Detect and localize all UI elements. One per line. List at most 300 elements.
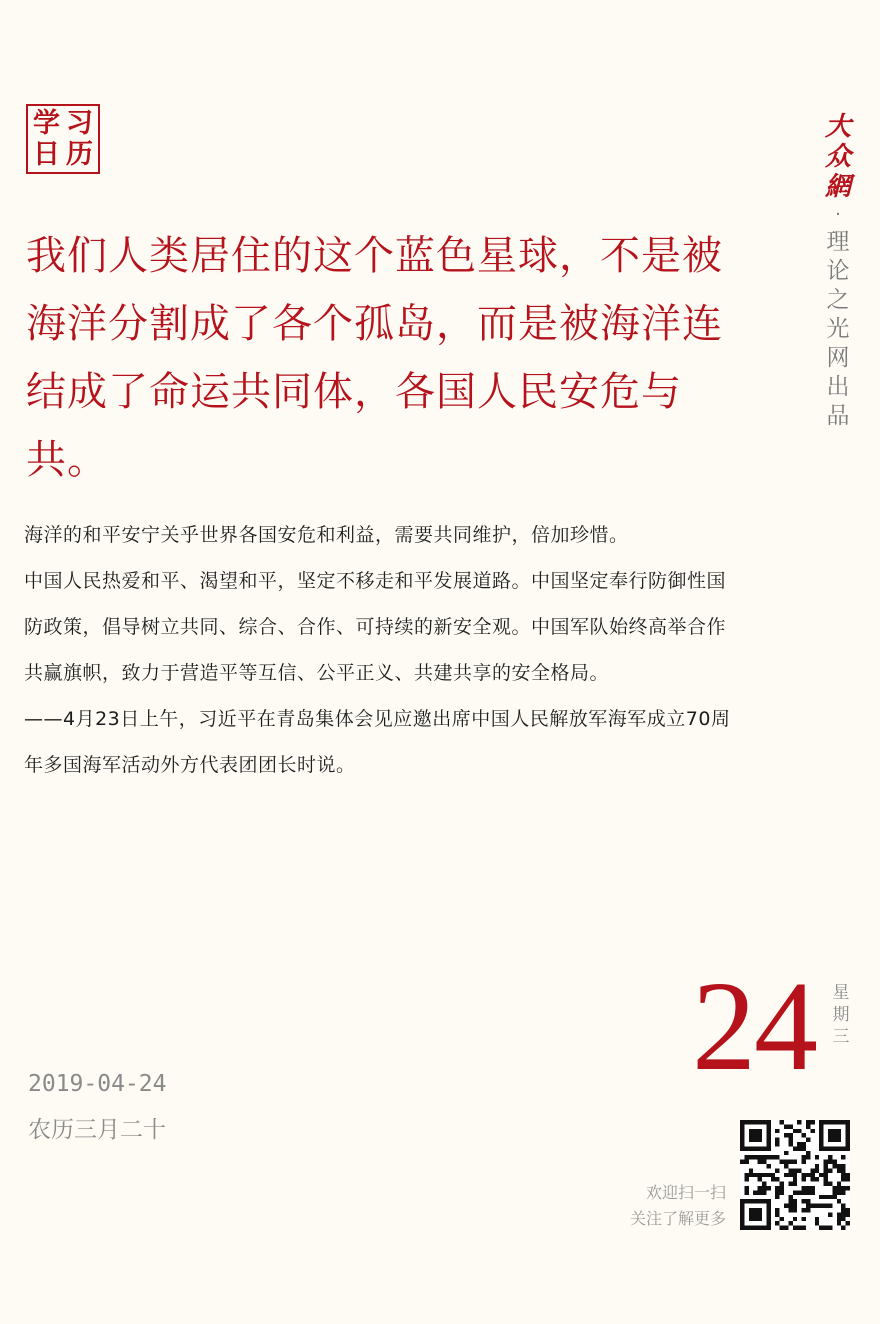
qr-module (841, 1177, 845, 1181)
qr-module (846, 1212, 850, 1216)
qr-module (780, 1217, 784, 1221)
qr-module (828, 1204, 832, 1208)
qr-module (749, 1155, 753, 1159)
qr-module (771, 1173, 775, 1177)
qr-module (766, 1120, 770, 1124)
qr-module (824, 1173, 828, 1177)
qr-module (819, 1195, 823, 1199)
qr-module (758, 1217, 762, 1221)
qr-module (784, 1151, 788, 1155)
qr-module (837, 1120, 841, 1124)
brand-separator: · (835, 204, 841, 225)
qr-module (832, 1195, 836, 1199)
qr-module (775, 1208, 779, 1212)
logo-char: 历 (66, 139, 93, 170)
qr-module (762, 1182, 766, 1186)
logo-char: 日 (33, 139, 60, 170)
qr-module (753, 1155, 757, 1159)
qr-module (793, 1204, 797, 1208)
qr-module (793, 1217, 797, 1221)
qr-module (740, 1133, 744, 1137)
qr-module (762, 1120, 766, 1124)
qr-module (810, 1120, 814, 1124)
qr-module (824, 1164, 828, 1168)
qr-module (824, 1226, 828, 1230)
qr-module (740, 1204, 744, 1208)
qr-module (815, 1177, 819, 1181)
qr-module (832, 1164, 836, 1168)
qr-module (758, 1199, 762, 1203)
qr-module (766, 1164, 770, 1168)
qr-module (753, 1226, 757, 1230)
weekday-char: 三 (832, 1027, 850, 1047)
qr-module (744, 1186, 748, 1190)
qr-module (828, 1146, 832, 1150)
qr-module (740, 1160, 744, 1164)
qr-module (766, 1142, 770, 1146)
qr-module (846, 1120, 850, 1124)
qr-module (758, 1226, 762, 1230)
qr-module (802, 1199, 806, 1203)
qr-module (758, 1138, 762, 1142)
qr-module (824, 1120, 828, 1124)
qr-module (766, 1155, 770, 1159)
qr-module (753, 1133, 757, 1137)
qr-module (819, 1204, 823, 1208)
qr-module (832, 1186, 836, 1190)
body-paragraph: 海洋的和平安宁关乎世界各国安危和利益，需要共同维护，倍加珍惜。 (24, 524, 629, 546)
qr-module (766, 1186, 770, 1190)
qr-module (832, 1120, 836, 1124)
qr-module (753, 1208, 757, 1212)
qr-module (753, 1217, 757, 1221)
qr-module (802, 1173, 806, 1177)
qr-module (749, 1208, 753, 1212)
qr-module (771, 1155, 775, 1159)
qr-module (793, 1160, 797, 1164)
qr-module (841, 1217, 845, 1221)
qr-module (806, 1190, 810, 1194)
qr-module (762, 1146, 766, 1150)
qr-module (758, 1208, 762, 1212)
qr-module (828, 1138, 832, 1142)
qr-module (766, 1217, 770, 1221)
qr-module (758, 1173, 762, 1177)
qr-module (740, 1124, 744, 1128)
qr-module (784, 1173, 788, 1177)
qr-module (806, 1124, 810, 1128)
qr-module (780, 1190, 784, 1194)
qr-module (828, 1195, 832, 1199)
qr-module (758, 1160, 762, 1164)
qr-module (832, 1190, 836, 1194)
qr-module (837, 1168, 841, 1172)
lunar-date: 农历三月二十 (28, 1117, 166, 1143)
qr-module (762, 1190, 766, 1194)
qr-module (740, 1142, 744, 1146)
qr-module (766, 1204, 770, 1208)
qr-module (749, 1173, 753, 1177)
qr-module (806, 1155, 810, 1159)
qr-module (766, 1138, 770, 1142)
brand-sub-char: 光 (826, 316, 850, 342)
qr-module (824, 1146, 828, 1150)
qr-module (758, 1186, 762, 1190)
weekday-char: 星 (832, 983, 850, 1003)
day-number: 24 (692, 955, 816, 1097)
qr-module (846, 1208, 850, 1212)
qr-module (740, 1217, 744, 1221)
qr-module (824, 1168, 828, 1172)
qr-module (846, 1142, 850, 1146)
qr-module (740, 1129, 744, 1133)
qr-module (832, 1146, 836, 1150)
qr-module (780, 1182, 784, 1186)
qr-module (832, 1133, 836, 1137)
qr-module (819, 1138, 823, 1142)
brand-char: 大 (824, 112, 851, 142)
qr-module (828, 1160, 832, 1164)
qr-module (758, 1133, 762, 1137)
qr-module (837, 1129, 841, 1133)
qr-module (824, 1195, 828, 1199)
qr-module (775, 1221, 779, 1225)
qr-module (788, 1208, 792, 1212)
qr-module (753, 1146, 757, 1150)
qr-module (758, 1129, 762, 1133)
brand-sub-char: 网 (826, 345, 850, 371)
qr-module (837, 1212, 841, 1216)
qr-module (837, 1221, 841, 1225)
qr-module (819, 1120, 823, 1124)
qr-module (788, 1168, 792, 1172)
qr-module (780, 1186, 784, 1190)
qr-module (740, 1146, 744, 1150)
qr-module (846, 1186, 850, 1190)
qr-module (806, 1138, 810, 1142)
qr-module (793, 1146, 797, 1150)
qr-module (841, 1204, 845, 1208)
qr-module (819, 1142, 823, 1146)
qr-module (740, 1199, 744, 1203)
qr-module (740, 1208, 744, 1212)
qr-module (793, 1129, 797, 1133)
qr-module (846, 1138, 850, 1142)
qr-module (780, 1120, 784, 1124)
qr-module (749, 1133, 753, 1137)
qr-module (846, 1133, 850, 1137)
qr-module (744, 1199, 748, 1203)
qr-module (806, 1199, 810, 1203)
qr-module (846, 1124, 850, 1128)
qr-module (762, 1160, 766, 1164)
qr-module (797, 1146, 801, 1150)
qr-module (749, 1226, 753, 1230)
qr-module (837, 1146, 841, 1150)
qr-module (784, 1226, 788, 1230)
brand-subtitle (827, 228, 850, 431)
logo-char: 学 (33, 108, 60, 139)
qr-module (837, 1138, 841, 1142)
qr-module (758, 1155, 762, 1159)
brand-sub-char: 出 (826, 374, 850, 400)
qr-module (744, 1160, 748, 1164)
qr-module (793, 1177, 797, 1181)
qr-module (758, 1146, 762, 1150)
qr-module (788, 1138, 792, 1142)
qr-module (841, 1186, 845, 1190)
qr-module (841, 1173, 845, 1177)
qr-module (806, 1186, 810, 1190)
qr-module (784, 1160, 788, 1164)
qr-module (744, 1226, 748, 1230)
qr-module (841, 1120, 845, 1124)
qr-module (784, 1124, 788, 1128)
qr-module (793, 1208, 797, 1212)
qr-module (793, 1226, 797, 1230)
qr-module (780, 1226, 784, 1230)
qr-module (766, 1173, 770, 1177)
qr-module (749, 1138, 753, 1142)
qr-module (775, 1212, 779, 1216)
qr-module (788, 1124, 792, 1128)
qr-module (828, 1129, 832, 1133)
qr-module (740, 1212, 744, 1216)
qr-module (797, 1226, 801, 1230)
qr-module (806, 1173, 810, 1177)
qr-module (740, 1120, 744, 1124)
qr-module (824, 1204, 828, 1208)
brand-vertical (821, 112, 855, 431)
qr-module (753, 1129, 757, 1133)
qr-module (744, 1173, 748, 1177)
qr-module (753, 1199, 757, 1203)
qr-module (788, 1142, 792, 1146)
qr-module (819, 1226, 823, 1230)
qr-module (744, 1146, 748, 1150)
qr-module (828, 1120, 832, 1124)
qr-module (758, 1212, 762, 1216)
qr-module (744, 1190, 748, 1194)
qr-module (762, 1199, 766, 1203)
brand-char: 網 (824, 172, 851, 202)
weekday-label (830, 982, 852, 1048)
qr-module (775, 1177, 779, 1181)
qr-module (758, 1177, 762, 1181)
qr-module (775, 1168, 779, 1172)
featured-quote: 我们人类居住的这个蓝色星球，不是被海洋分割成了各个孤岛，而是被海洋连结成了命运共同体，各国人民安危与共。 (26, 233, 723, 483)
qr-module (788, 1173, 792, 1177)
brand-sub-char: 理 (826, 229, 850, 255)
qr-module (775, 1155, 779, 1159)
source-attribution: ——4月23日上午，习近平在青岛集体会见应邀出席中国人民解放军海军成立70周年多国海军活动外方代表团团长时说。 (24, 708, 731, 776)
qr-module (819, 1133, 823, 1137)
qr-module (744, 1155, 748, 1159)
qr-module (815, 1217, 819, 1221)
qr-module (846, 1129, 850, 1133)
qr-module (788, 1182, 792, 1186)
qr-module (744, 1120, 748, 1124)
qr-module (828, 1226, 832, 1230)
qr-module (802, 1142, 806, 1146)
qr-module (793, 1173, 797, 1177)
qr-module (793, 1168, 797, 1172)
qr-module (771, 1177, 775, 1181)
qr-module (802, 1146, 806, 1150)
qr-module (753, 1212, 757, 1216)
qr-module (828, 1155, 832, 1159)
qr-module (788, 1133, 792, 1137)
qr-module (793, 1190, 797, 1194)
qr-module (837, 1217, 841, 1221)
qr-module (837, 1164, 841, 1168)
qr-module (797, 1129, 801, 1133)
qr-module (828, 1212, 832, 1216)
qr-module (806, 1120, 810, 1124)
qr-module (837, 1186, 841, 1190)
qr-module (766, 1208, 770, 1212)
qr-module (758, 1120, 762, 1124)
qr-module (819, 1124, 823, 1128)
qr-module (744, 1177, 748, 1181)
qr-module (762, 1186, 766, 1190)
qr-module (762, 1226, 766, 1230)
qr-module (802, 1155, 806, 1159)
qr-module (841, 1168, 845, 1172)
qr-module (819, 1146, 823, 1150)
qr-module (837, 1199, 841, 1203)
qr-module (832, 1129, 836, 1133)
qr-module (815, 1155, 819, 1159)
qr-module (810, 1129, 814, 1133)
qr-module (766, 1221, 770, 1225)
qr-module (841, 1208, 845, 1212)
qr-module (753, 1138, 757, 1142)
qr-module (841, 1212, 845, 1216)
qr-module (841, 1155, 845, 1159)
qr-module (793, 1199, 797, 1203)
qr-module (793, 1182, 797, 1186)
qr-module (810, 1186, 814, 1190)
qr-module (824, 1177, 828, 1181)
qr-module (775, 1138, 779, 1142)
gregorian-date: 2019-04-24 (28, 1071, 167, 1097)
qr-module (824, 1182, 828, 1186)
qr-module (846, 1146, 850, 1150)
qr-module (788, 1195, 792, 1199)
scan-line-2: 关注了解更多 (629, 1209, 726, 1228)
body-text (24, 512, 744, 788)
qr-module (841, 1226, 845, 1230)
qr-module (788, 1160, 792, 1164)
qr-module (775, 1129, 779, 1133)
brand-sub-char: 论 (826, 258, 850, 284)
qr-module (837, 1190, 841, 1194)
qr-module (766, 1212, 770, 1216)
qr-module (749, 1120, 753, 1124)
qr-module (749, 1129, 753, 1133)
qr-module (740, 1221, 744, 1225)
qr-module (802, 1133, 806, 1137)
qr-module (766, 1146, 770, 1150)
qr-module (846, 1177, 850, 1181)
qr-module (788, 1221, 792, 1225)
qr-module (788, 1199, 792, 1203)
qr-module (828, 1133, 832, 1137)
qr-module (806, 1204, 810, 1208)
qr-module (802, 1226, 806, 1230)
qr-module (740, 1226, 744, 1230)
qr-module (828, 1168, 832, 1172)
qr-module (802, 1190, 806, 1194)
qr-module (766, 1129, 770, 1133)
qr-module (824, 1160, 828, 1164)
qr-module (758, 1190, 762, 1194)
qr-module (815, 1204, 819, 1208)
qr-module (832, 1160, 836, 1164)
qr-module (797, 1190, 801, 1194)
qr-module (841, 1190, 845, 1194)
brand-sub-char: 品 (826, 403, 850, 429)
qr-module (749, 1199, 753, 1203)
qr-module (749, 1217, 753, 1221)
dazhong-logo (825, 112, 851, 202)
brand-char: 众 (824, 142, 851, 172)
qr-module (797, 1142, 801, 1146)
qr-module (753, 1190, 757, 1194)
qr-module (784, 1164, 788, 1168)
qr-module (780, 1160, 784, 1164)
xuexi-rili-logo (26, 104, 100, 174)
qr-module (810, 1177, 814, 1181)
logo-char: 习 (66, 108, 93, 139)
qr-module (846, 1173, 850, 1177)
qr-code-icon[interactable] (740, 1120, 850, 1230)
qr-module (740, 1138, 744, 1142)
qr-module (775, 1186, 779, 1190)
qr-module (846, 1221, 850, 1225)
qr-module (766, 1199, 770, 1203)
qr-module (810, 1190, 814, 1194)
qr-module (810, 1168, 814, 1172)
qr-module (762, 1155, 766, 1159)
qr-module (784, 1204, 788, 1208)
qr-module (749, 1146, 753, 1150)
qr-module (775, 1142, 779, 1146)
qr-module (806, 1208, 810, 1212)
qr-module (797, 1120, 801, 1124)
qr-module (819, 1129, 823, 1133)
qr-module (749, 1212, 753, 1216)
weekday-char: 期 (832, 1005, 850, 1025)
qr-module (802, 1160, 806, 1164)
qr-module (837, 1133, 841, 1137)
qr-module (775, 1190, 779, 1194)
qr-module (806, 1151, 810, 1155)
qr-module (810, 1173, 814, 1177)
qr-module (828, 1182, 832, 1186)
qr-module (766, 1124, 770, 1128)
qr-module (841, 1146, 845, 1150)
qr-module (766, 1226, 770, 1230)
qr-module (815, 1168, 819, 1172)
qr-module (802, 1217, 806, 1221)
qr-module (753, 1173, 757, 1177)
qr-module (797, 1168, 801, 1172)
qr-module (832, 1138, 836, 1142)
brand-sub-char: 之 (826, 287, 850, 313)
qr-module (749, 1168, 753, 1172)
